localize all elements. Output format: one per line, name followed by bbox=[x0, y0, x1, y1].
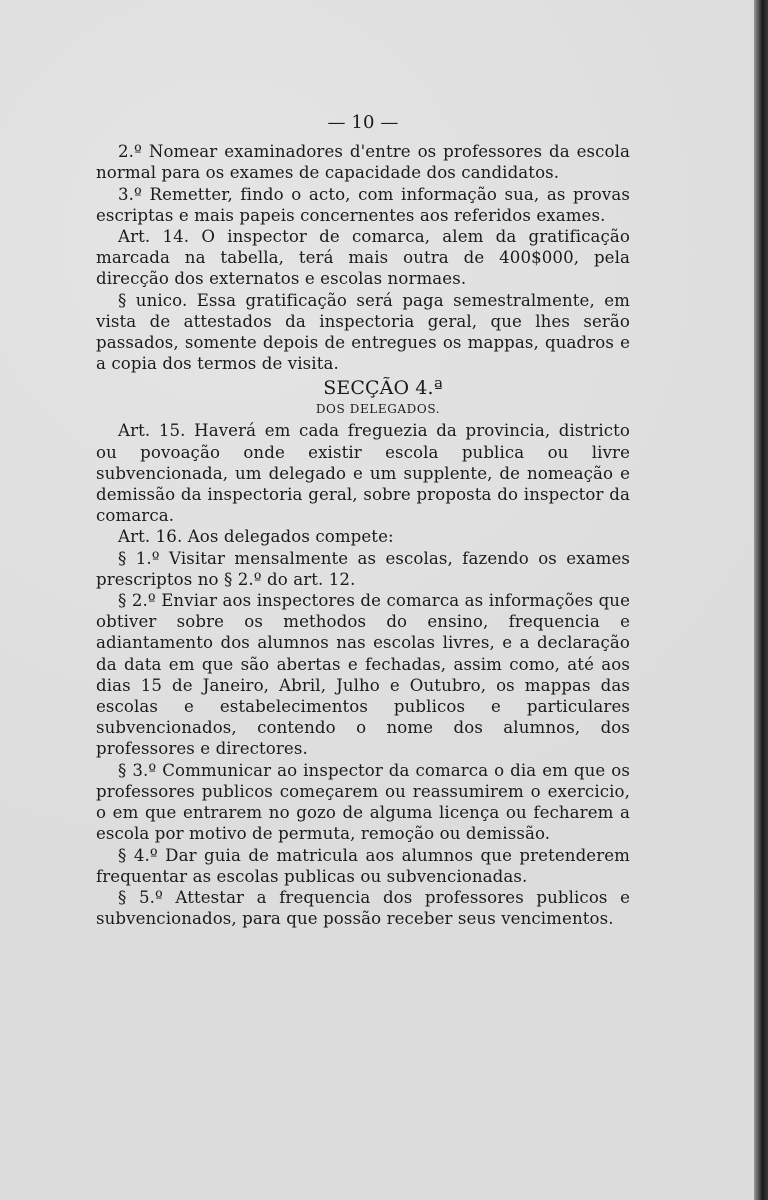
paragraph: 2.º Nomear examinadores d'entre os professores da escola normal para os exames de capacidade dos candidatos. bbox=[96, 142, 630, 183]
paragraph: § 5.º Attestar a frequencia dos professores publicos e subvencionados, para que possão receber seus vencimentos. bbox=[96, 887, 630, 929]
page-number: — 10 — bbox=[327, 112, 399, 133]
paragraph: Art. 15. Haverá em cada freguezia da provincia, districto ou povoação onde existir escola publica ou livre subvencionada, um delegado e um supplente, de nomeação e demissão da inspectoria geral, sobre proposta do inspector da comarca. bbox=[96, 421, 630, 526]
paragraph: § 3.º Communicar ao inspector da comarca o dia em que os professores publicos começarem ou reassumirem o exercicio, o em que entrarem no gozo de alguma licença ou fecharem a escola por motivo de permuta, remoção ou demissão. bbox=[96, 760, 630, 844]
paragraph: 3.º Remetter, findo o acto, com informação sua, as provas escriptas e mais papeis concernentes aos referidos exames. bbox=[96, 184, 630, 225]
paragraph: § unico. Essa gratificação será paga semestralmente, em vista de attestados da inspectoria geral, que lhes serão passados, somente depois de entregues os mappas, quadros e a copia dos termos de visita. bbox=[96, 290, 630, 374]
section-title: SECÇÃO 4.ª bbox=[323, 377, 443, 400]
page-edge-shadow bbox=[754, 0, 768, 1200]
section-subtitle: DOS DELEGADOS. bbox=[315, 402, 441, 417]
paragraph: § 4.º Dar guia de matricula aos alumnos que pretenderem frequentar as escolas publicas ou subvencionadas. bbox=[96, 845, 630, 886]
paragraph: Art. 14. O inspector de comarca, alem da gratificação marcada na tabella, terá mais outra de 400$000, pela direcção dos externatos e escolas normaes. bbox=[96, 227, 630, 289]
page-text bbox=[96, 112, 630, 929]
paragraph: § 1.º Visitar mensalmente as escolas, fazendo os exames prescriptos no § 2.º do art. 12. bbox=[96, 548, 630, 589]
paragraph: § 2.º Enviar aos inspectores de comarca as informações que obtiver sobre os methodos do ensino, frequencia e adiantamento dos alumnos nas escolas livres, e a declaração da data em que são abertas e fechadas, assim como, até aos dias 15 de Janeiro, Abril, Julho e Outubro, os mappas das escolas e estabelecimentos publicos e particulares subvencionados, contendo o nome dos alumnos, dos professores e directores. bbox=[96, 591, 630, 759]
paragraph: Art. 16. Aos delegados compete: bbox=[118, 527, 394, 547]
